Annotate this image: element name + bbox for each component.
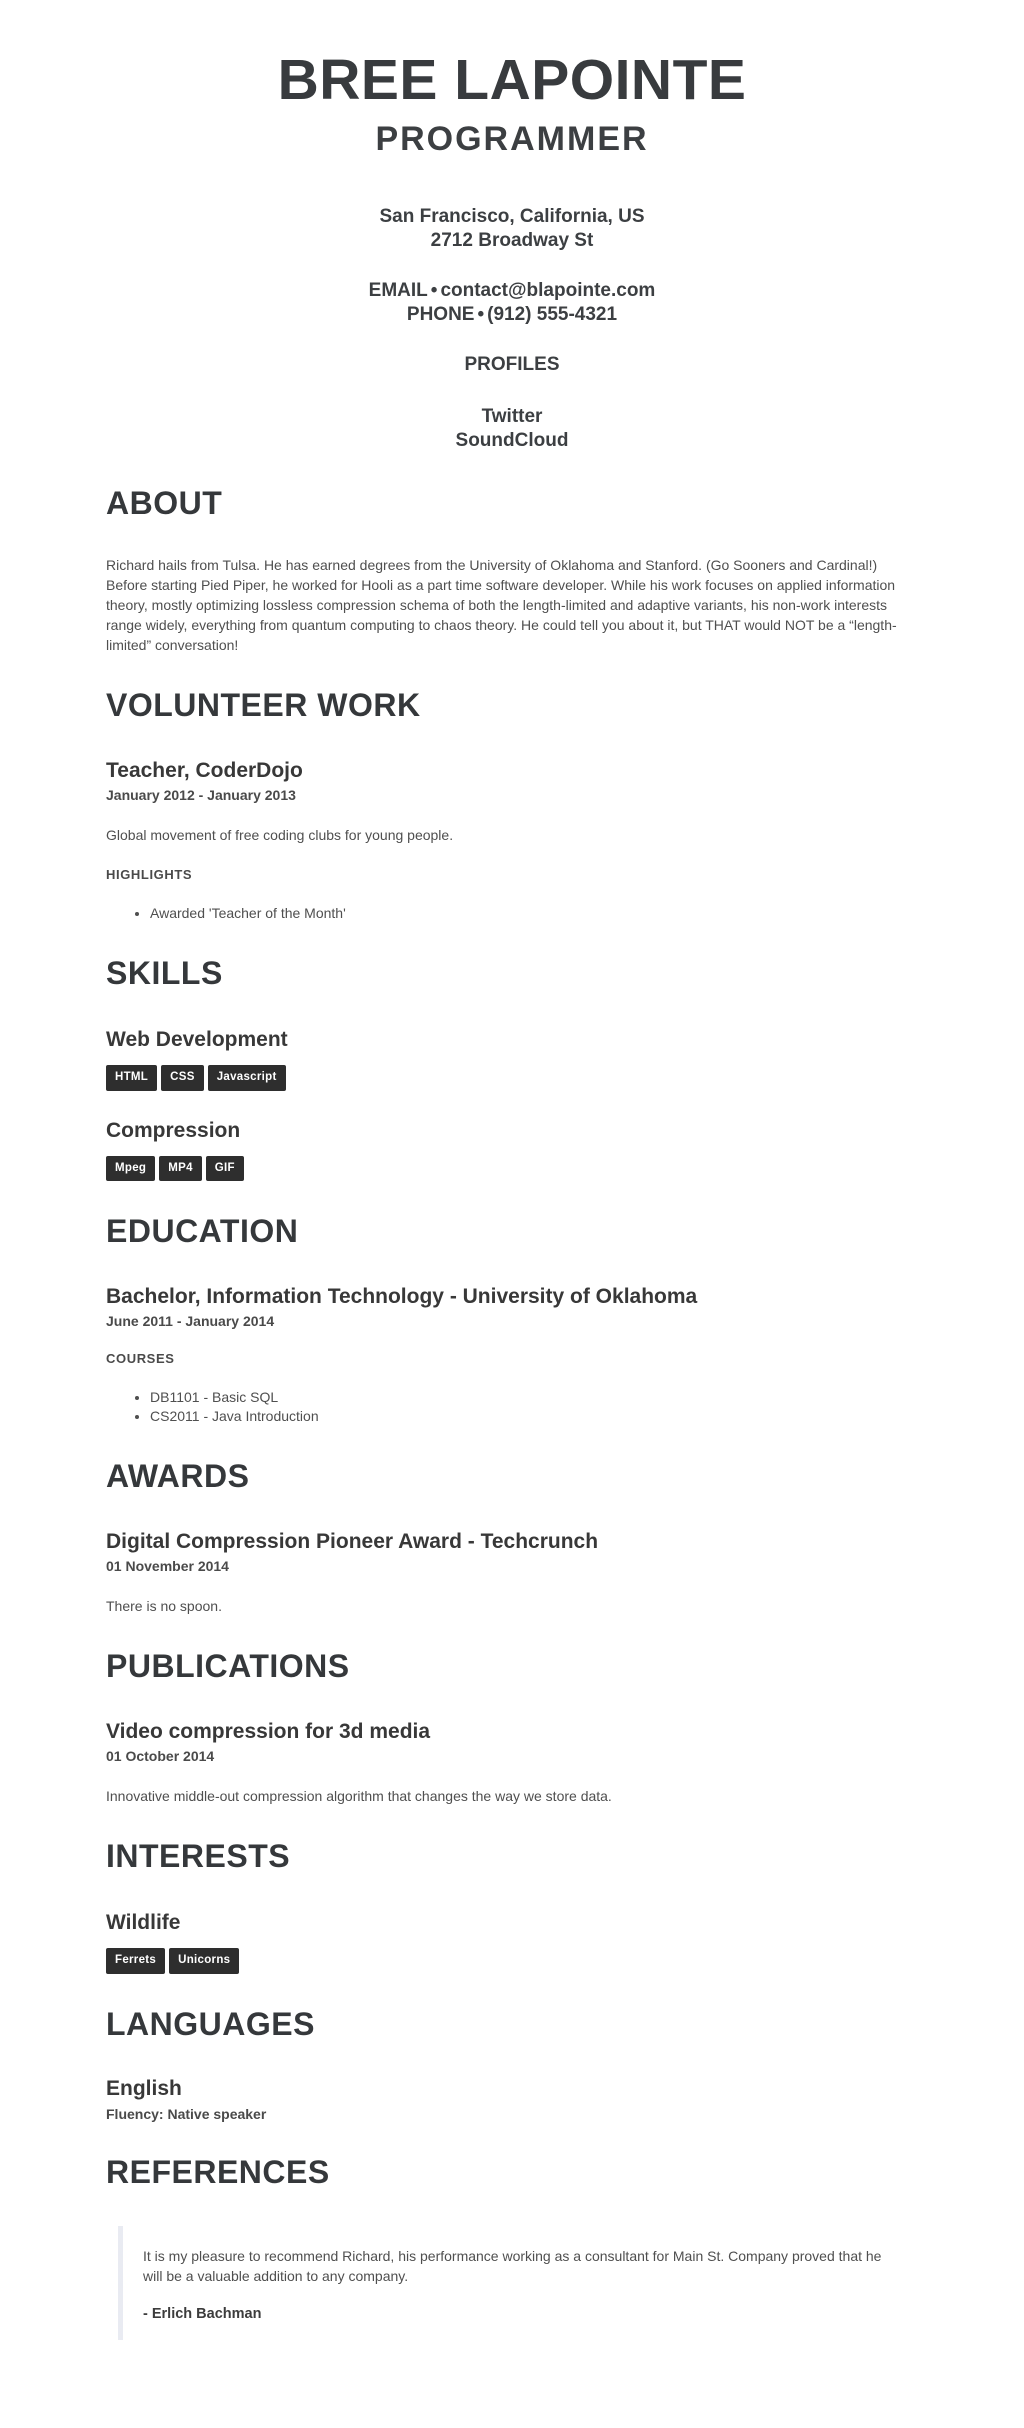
publications-heading: PUBLICATIONS [106, 1648, 350, 1685]
full-name: BREE LAPOINTE [277, 48, 747, 112]
skill-tags [106, 1065, 918, 1091]
skill-tag: Mpeg [106, 1156, 155, 1182]
section-about [106, 485, 918, 656]
section-volunteer [106, 687, 918, 923]
section-references [106, 2154, 918, 2341]
education-title: Bachelor, Information Technology - University of Oklahoma [106, 1284, 698, 1308]
volunteer-dates: January 2012 - January 2013 [106, 787, 296, 804]
language-name: English [106, 2077, 182, 2101]
interest-tags [106, 1948, 918, 1974]
languages-heading: LANGUAGES [106, 2005, 315, 2042]
interest-tag: Ferrets [106, 1948, 165, 1974]
skill-tag: GIF [206, 1156, 244, 1182]
skill-group-web-development [106, 1028, 918, 1091]
publication-item [106, 1719, 918, 1806]
skill-tags [106, 1156, 918, 1182]
bullet-separator: • [430, 279, 438, 301]
awards-heading: AWARDS [106, 1458, 250, 1495]
quote-attribution: - Erlich Bachman [143, 2306, 262, 2323]
section-skills [106, 955, 918, 1181]
section-awards [106, 1458, 918, 1616]
interest-group-wildlife [106, 1911, 918, 1974]
about-heading: ABOUT [106, 484, 223, 521]
interests-heading: INTERESTS [106, 1838, 291, 1875]
contact-lines [106, 279, 918, 327]
language-fluency: Fluency: Native speaker [106, 2105, 267, 2122]
volunteer-heading: VOLUNTEER WORK [106, 687, 421, 724]
profile-network-twitter: Twitter [481, 405, 543, 427]
volunteer-title: Teacher, CoderDojo [106, 759, 303, 783]
education-item [106, 1284, 918, 1426]
award-summary: There is no spoon. [106, 1598, 222, 1615]
skill-tag: MP4 [159, 1156, 202, 1182]
interest-tag: Unicorns [169, 1948, 239, 1974]
about-text: Richard hails from Tulsa. He has earned degrees from the University of Oklahoma and Stanford. (Go Sooners and Cardinal!) Before starting Pied Piper, he worked for Hooli as a part time software developer. While his work focuses on applied information theory, mostly optimizing lossless compression schema of both the length-limited and adaptive variants, his non-work interests range widely, everything from quantum computing to chaos theory. He could tell you about it, but THAT would NOT be a “length-limited” conversation! [106, 557, 897, 654]
award-item [106, 1529, 918, 1616]
volunteer-item [106, 758, 918, 923]
profile-network-soundcloud: SoundCloud [455, 429, 569, 451]
bullet-separator: • [477, 303, 485, 325]
masthead [106, 48, 918, 453]
highlight-item: • Awarded 'Teacher of the Month' [150, 904, 918, 923]
phone-label: PHONE [406, 303, 475, 325]
email-label: EMAIL [368, 279, 428, 301]
address-line-2: 2712 Broadway St [430, 229, 594, 251]
course-item: • DB1101 - Basic SQL [150, 1388, 918, 1407]
contact-info [106, 205, 918, 453]
skill-group-name: Compression [106, 1118, 241, 1142]
section-interests [106, 1838, 918, 1973]
phone-line [106, 303, 918, 327]
quote-text: It is my pleasure to recommend Richard, his performance working as a consultant for Main St. Company proved that he will be a valuable addition to any company. [143, 2248, 882, 2285]
email-value: contact@blapointe.com [440, 279, 656, 301]
profiles-label: PROFILES [464, 353, 560, 375]
award-title: Digital Compression Pioneer Award - Techcrunch [106, 1530, 599, 1554]
interest-group-name: Wildlife [106, 1911, 181, 1935]
section-education [106, 1213, 918, 1426]
phone-value: (912) 555-4321 [487, 303, 618, 325]
courses-label: COURSES [106, 1351, 175, 1367]
publication-summary: Innovative middle-out compression algorithm that changes the way we store data. [106, 1788, 612, 1805]
language-item [106, 2076, 918, 2121]
job-title: PROGRAMMER [375, 119, 649, 158]
skill-tag: CSS [161, 1065, 204, 1091]
publication-date: 01 October 2014 [106, 1748, 215, 1765]
references-heading: REFERENCES [106, 2153, 330, 2190]
highlights-label: HIGHLIGHTS [106, 867, 193, 883]
address-line-1: San Francisco, California, US [379, 205, 645, 227]
skill-group-compression [106, 1119, 918, 1182]
award-date: 01 November 2014 [106, 1558, 229, 1575]
course-item: • CS2011 - Java Introduction [150, 1407, 918, 1426]
address-block [106, 205, 918, 253]
skill-tag: Javascript [208, 1065, 286, 1091]
reference-quote [118, 2226, 918, 2340]
education-heading: EDUCATION [106, 1213, 299, 1250]
section-languages [106, 2006, 918, 2122]
publication-title: Video compression for 3d media [106, 1720, 431, 1744]
volunteer-summary: Global movement of free coding clubs for young people. [106, 827, 454, 844]
education-dates: June 2011 - January 2014 [106, 1313, 275, 1330]
profiles-list [106, 405, 918, 453]
skills-heading: SKILLS [106, 955, 223, 992]
section-publications [106, 1648, 918, 1806]
skill-group-name: Web Development [106, 1028, 288, 1052]
courses-list [106, 1388, 918, 1426]
highlights-list [106, 904, 918, 923]
skill-tag: HTML [106, 1065, 157, 1091]
email-line [106, 279, 918, 303]
